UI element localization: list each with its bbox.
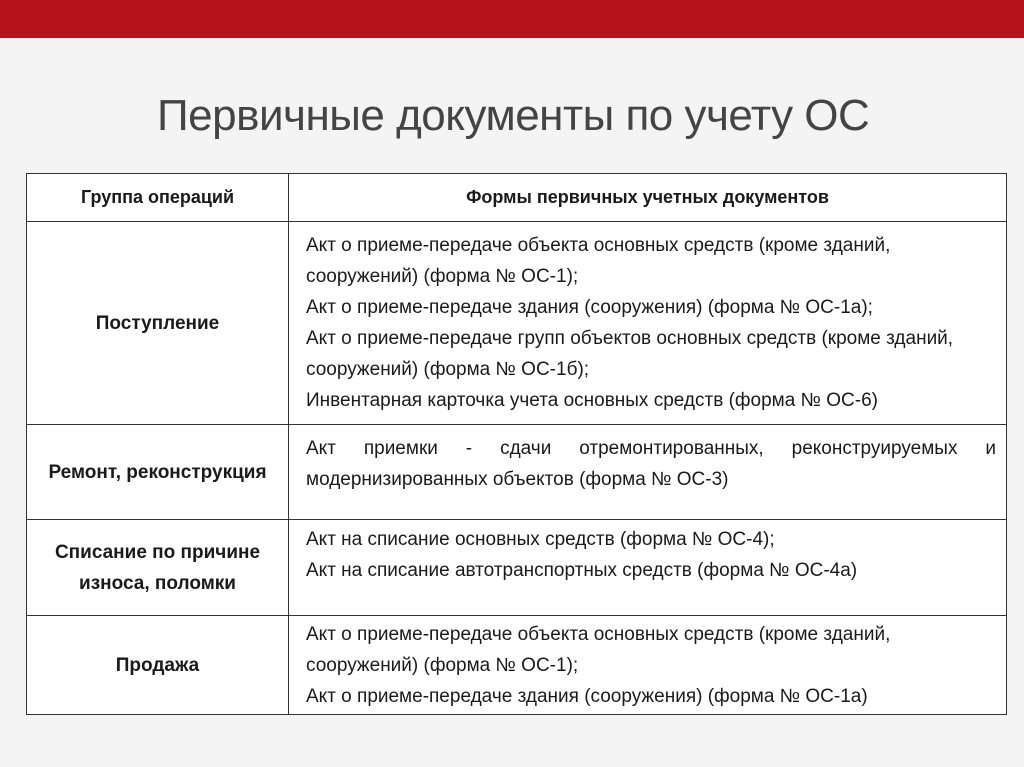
operation-group-cell: Продажа: [27, 616, 289, 715]
slide-title: Первичные документы по учету ОС: [157, 91, 870, 140]
document-forms-cell: [289, 425, 1007, 520]
document-forms-cell: [289, 520, 1007, 616]
document-form-line: Акт о приеме-передаче объекта основных средств (кроме зданий, сооружений) (форма № ОС-1);: [306, 623, 891, 676]
operation-group-cell: Списание по причине износа, поломки: [27, 520, 289, 616]
operation-group-cell: Ремонт, реконструкция: [27, 425, 289, 520]
document-form-line: Акт приемки - сдачи отремонтированных, реконструируемых и модернизированных объектов (форма № ОС-3): [306, 438, 996, 490]
column-header-operation-group: Группа операций: [27, 174, 289, 222]
document-form-line: Акт на списание автотранспортных средств (форма № ОС-4а): [306, 560, 858, 581]
column-header-document-forms: Формы первичных учетных документов: [289, 174, 1007, 222]
document-form-line: Инвентарная карточка учета основных средств (форма № ОС-6): [306, 390, 878, 411]
document-form-line: Акт о приеме-передаче объекта основных средств (кроме зданий, сооружений) (форма № ОС-1);: [306, 235, 891, 287]
document-form-line: Акт о приеме-передаче здания (сооружения) (форма № ОС-1а): [306, 685, 868, 707]
document-forms-cell: [289, 616, 1007, 715]
table-header-row: [27, 174, 1007, 222]
table-row-sale: [27, 616, 1007, 715]
table-row-write-off: [27, 520, 1007, 616]
operation-group-cell: Поступление: [27, 222, 289, 425]
document-form-line: Акт на списание основных средств (форма № ОС-4);: [306, 529, 775, 550]
documents-table: [26, 173, 1007, 715]
document-forms-cell: [289, 222, 1007, 425]
document-form-line: Акт о приеме-передаче здания (сооружения) (форма № ОС-1а);: [306, 297, 873, 318]
table-row-receipt: [27, 222, 1007, 425]
document-form-line: Акт о приеме-передаче групп объектов основных средств (кроме зданий, сооружений) (форма № ОС-1б);: [306, 328, 954, 380]
top-accent-bar: [0, 0, 1024, 38]
table-row-repair: [27, 425, 1007, 520]
